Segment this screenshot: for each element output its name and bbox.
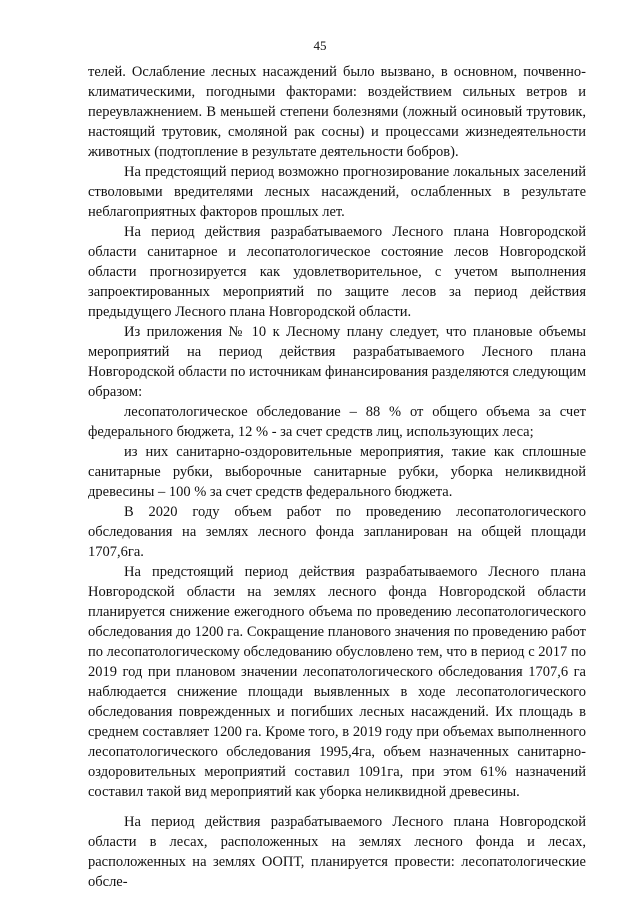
paragraph-continuation: телей. Ослабление лесных насаждений было вызвано, в основном, почвенно-климатическими, погодными факторами: воздействием сильных ветров и переувлажнением. В меньшей степени болезнями (ложный осиновый трутовик, настоящий трутовик, смоляной рак сосны) и процессами жизнедеятельности животных (подтопление в результате деятельности бобров). xyxy=(88,64,586,160)
paragraph-sanitary-measures: из них санитарно-оздоровительные мероприятия, такие как сплошные санитарные рубки, выборочные санитарные рубки, уборка неликвидной древесины – 100 % за счет средств федерального бюджета. xyxy=(88,444,586,500)
document-body xyxy=(88,62,586,892)
paragraph-survey-funding: лесопатологическое обследование – 88 % от общего объема за счет федерального бюджета, 12 % - за счет средств лиц, использующих леса; xyxy=(88,404,586,440)
paragraph-appendix-10: Из приложения № 10 к Лесному плану следует, что плановые объемы мероприятий на период действия разрабатываемого Лесного плана Новгородской области по источникам финансирования разделяются следующим образом: xyxy=(88,324,587,400)
page-number: 45 xyxy=(313,38,327,53)
paragraph-oopt-plan: На период действия разрабатываемого Лесного плана Новгородской области в лесах, расположенных на землях лесного фонда и лесах, расположенных на землях ООПТ, планируется провести: лесопатологические обсле- xyxy=(88,814,586,890)
paragraph-2020-volume: В 2020 году объем работ по проведению лесопатологического обследования на землях лесного фонда запланирован на общей площади 1707,6га. xyxy=(88,504,586,560)
paragraph-sanitary-state: На период действия разрабатываемого Лесного плана Новгородской области санитарное и лесопатологическое состояние лесов Новгородской области прогнозируется как удовлетворительное, с учетом выполнения запроектированных мероприятий по защите лесов за период действия предыдущего Лесного плана Новгородской области. xyxy=(88,224,586,320)
paragraph-forecast-pests: На предстоящий период возможно прогнозирование локальных заселений стволовыми вредителями лесных насаждений, ослабленных в результате неблагоприятных факторов прошлых лет. xyxy=(88,164,586,220)
paragraph-planned-reduction: На предстоящий период действия разрабатываемого Лесного плана Новгородской области на землях лесного фонда Новгородской области планируется снижение ежегодного объема по проведению лесопатологического обследования до 1200 га. Сокращение планового значения по проведению работ по лесопатологическому обследованию обусловлено тем, что в период с 2017 по 2019 год при плановом значении лесопатологического обследования 1707,6 га наблюдается снижение площади выявленных в ходе лесопатологического обследования поврежденных и погибших лесных насаждений. Их площадь в среднем составляет 1200 га. Кроме того, в 2019 году при объемах выполненного лесопатологического обследования 1995,4га, объем назначенных санитарно-оздоровительных мероприятий составил 1091га, при этом 61% назначений составил такой вид мероприятий как уборка неликвидной древесины. xyxy=(88,564,586,800)
